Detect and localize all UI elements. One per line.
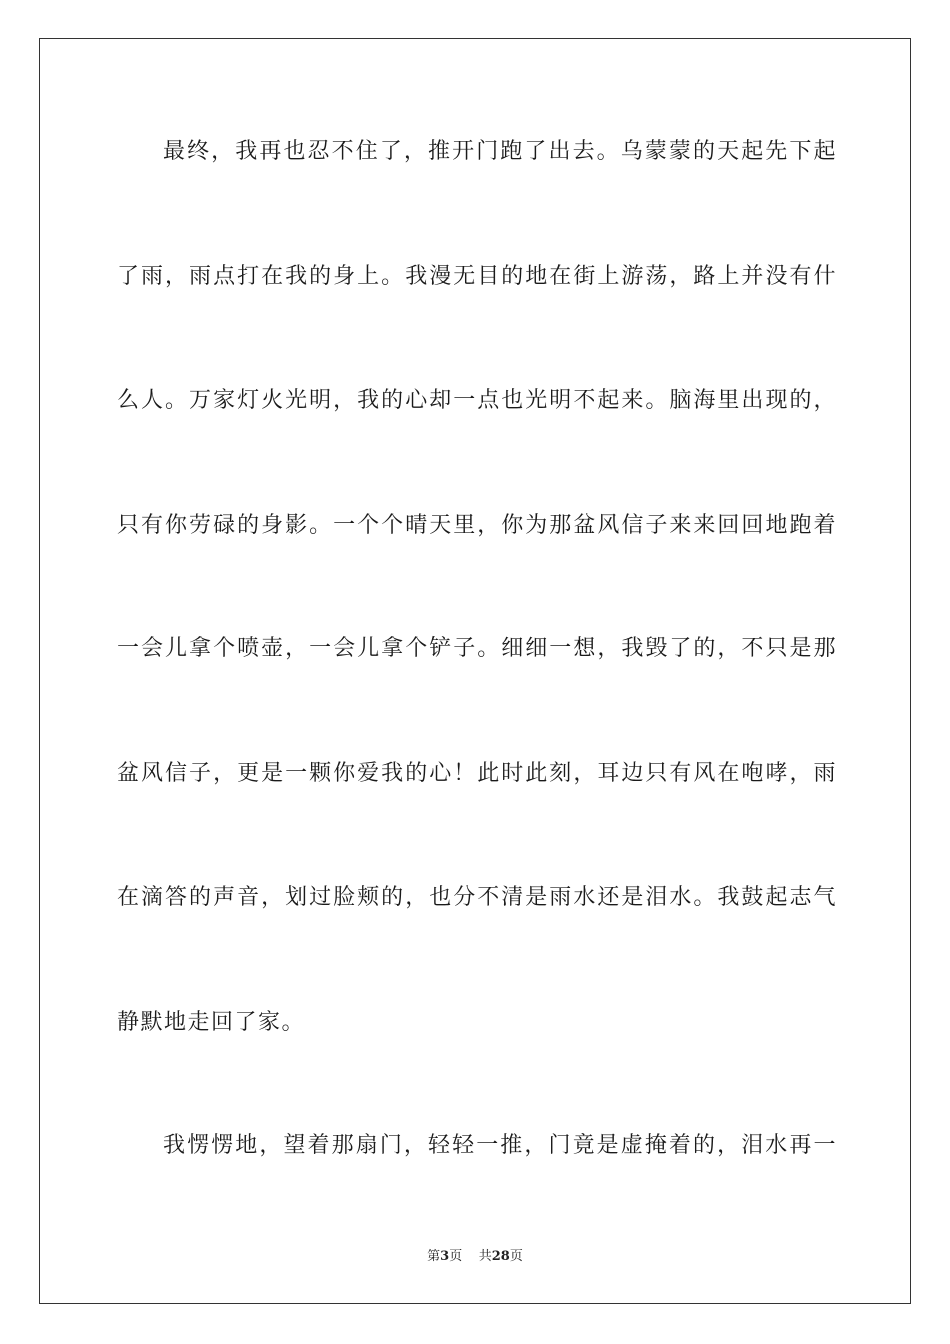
paragraph-line-4: 只有你劳碌的身影。一个个晴天里，你为那盆风信子来来回回地跑着 xyxy=(117,513,837,538)
paragraph-line-5: 一会儿拿个喷壶，一会儿拿个铲子。细细一想，我毁了的，不只是那 xyxy=(117,636,837,661)
paragraph-line-3: 么人。万家灯火光明，我的心却一点也光明不起来。脑海里出现的， xyxy=(117,388,837,413)
page-current-number: 3 xyxy=(440,1249,450,1264)
page-prefix: 第 xyxy=(427,1249,441,1264)
page-unit: 页 xyxy=(449,1249,463,1264)
page-total-number: 28 xyxy=(491,1249,510,1264)
paragraph-line-8: 静默地走回了家。 xyxy=(117,1010,306,1035)
page-footer xyxy=(0,1249,950,1265)
total-unit: 页 xyxy=(509,1249,523,1264)
page-border xyxy=(39,38,911,1304)
total-prefix: 共 xyxy=(478,1249,492,1264)
paragraph-line-2: 了雨，雨点打在我的身上。我漫无目的地在街上游荡，路上并没有什 xyxy=(117,264,837,289)
paragraph-line-7: 在滴答的声音，划过脸颊的，也分不清是雨水还是泪水。我鼓起志气 xyxy=(117,885,837,910)
paragraph-line-6: 盆风信子，更是一颗你爱我的心！此时此刻，耳边只有风在咆哮，雨 xyxy=(117,761,837,786)
paragraph-line-1: 最终，我再也忍不住了，推开门跑了出去。乌蒙蒙的天起先下起 xyxy=(163,139,837,164)
paragraph-line-9: 我愣愣地，望着那扇门，轻轻一推，门竟是虚掩着的，泪水再一 xyxy=(163,1133,837,1158)
